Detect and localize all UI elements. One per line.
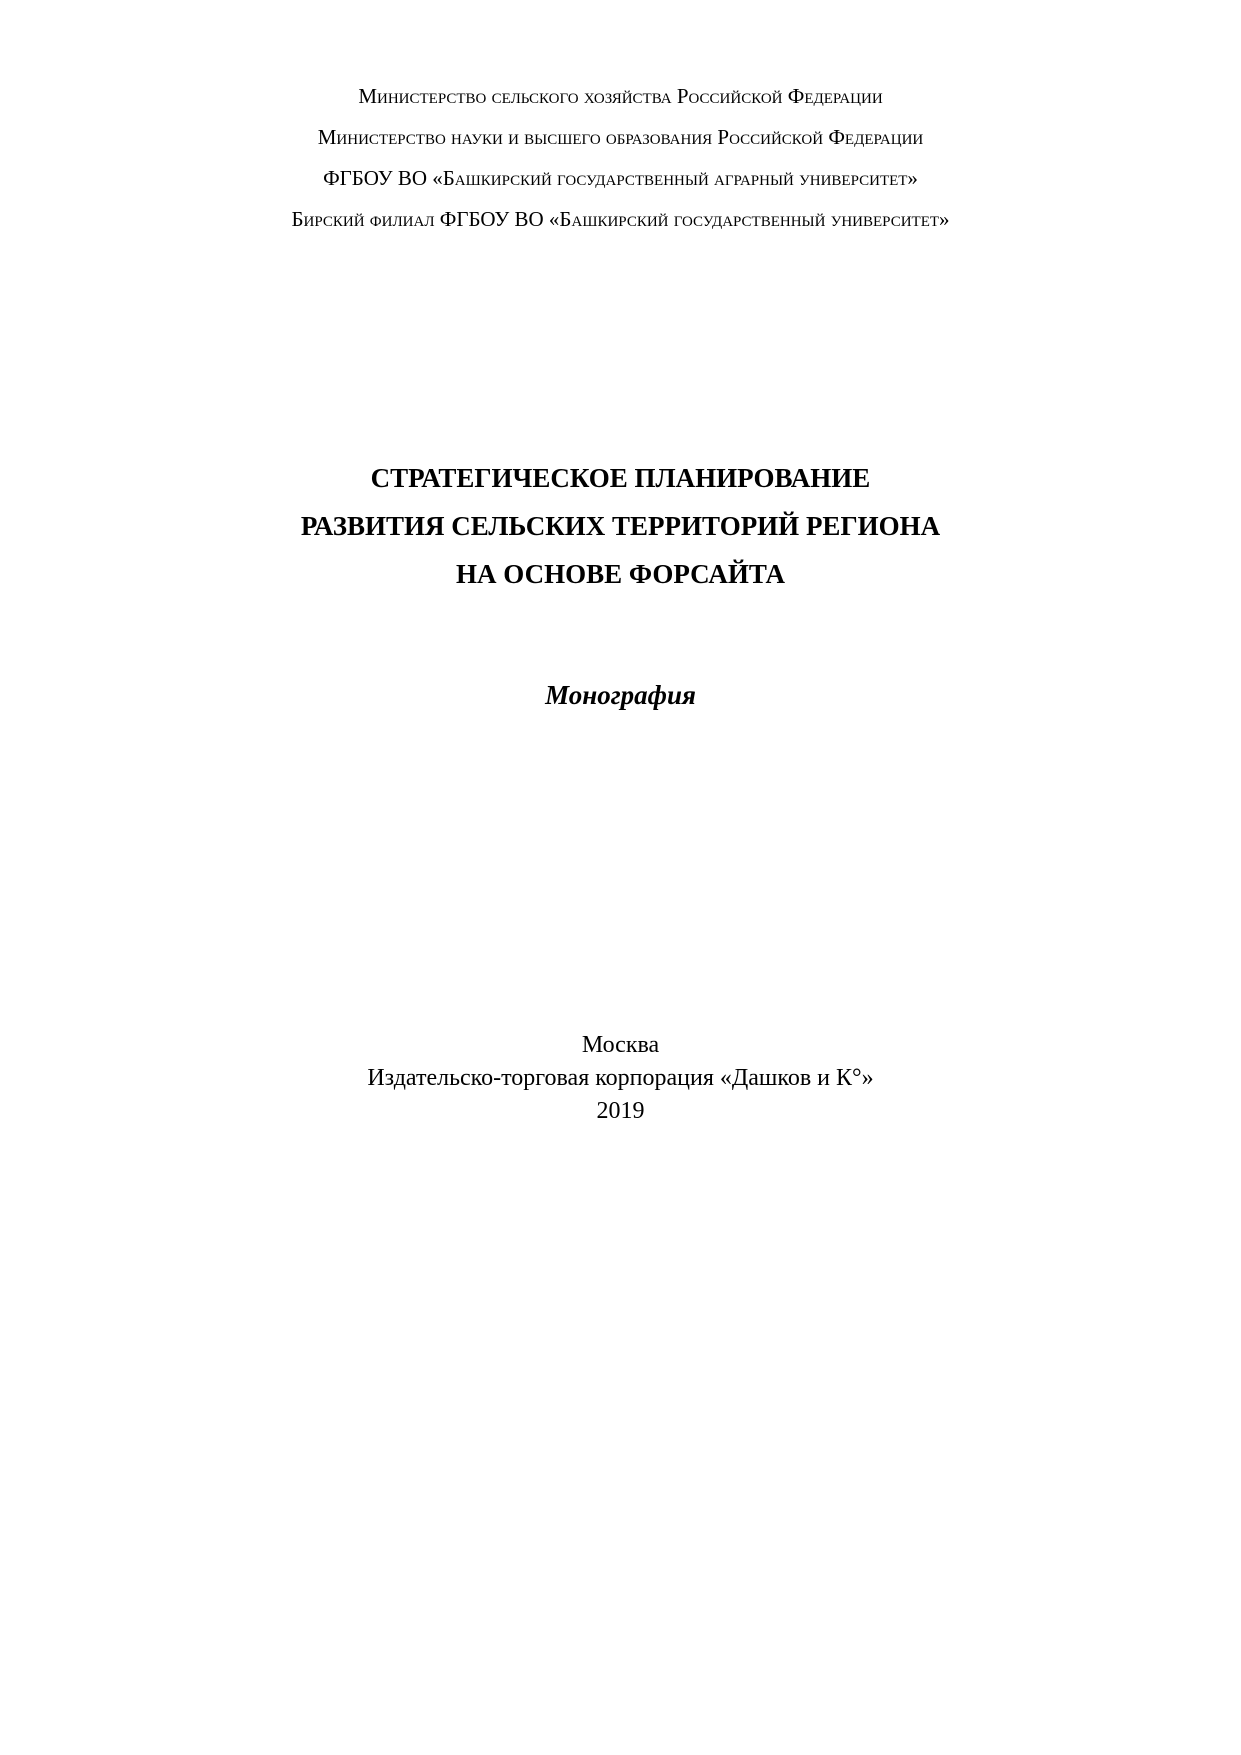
- ministry-science-line: Министерство науки и высшего образования Российской Федерации: [317, 125, 924, 149]
- title-line-2: РАЗВИТИЯ СЕЛЬСКИХ ТЕРРИТОРИЙ РЕГИОНА: [300, 511, 941, 541]
- institution-header: [0, 76, 1241, 240]
- imprint: [0, 1029, 1241, 1128]
- publication-type: Монография: [545, 680, 696, 710]
- title-line-1: СТРАТЕГИЧЕСКОЕ ПЛАНИРОВАНИЕ: [370, 463, 871, 493]
- imprint-year: 2019: [596, 1098, 645, 1124]
- agrarian-university-line: ФГБОУ ВО «Башкирский государственный аграрный университет»: [323, 166, 918, 190]
- title-line-3: НА ОСНОВЕ ФОРСАЙТА: [455, 559, 785, 589]
- ministry-agriculture-line: Министерство сельского хозяйства Российской Федерации: [358, 84, 883, 108]
- birsk-branch-line: Бирский филиал ФГБОУ ВО «Башкирский государственный университет»: [291, 207, 950, 231]
- book-title: [0, 454, 1241, 598]
- imprint-city: Москва: [581, 1032, 660, 1058]
- imprint-publisher: Издательско-торговая корпорация «Дашков и К°»: [367, 1065, 874, 1091]
